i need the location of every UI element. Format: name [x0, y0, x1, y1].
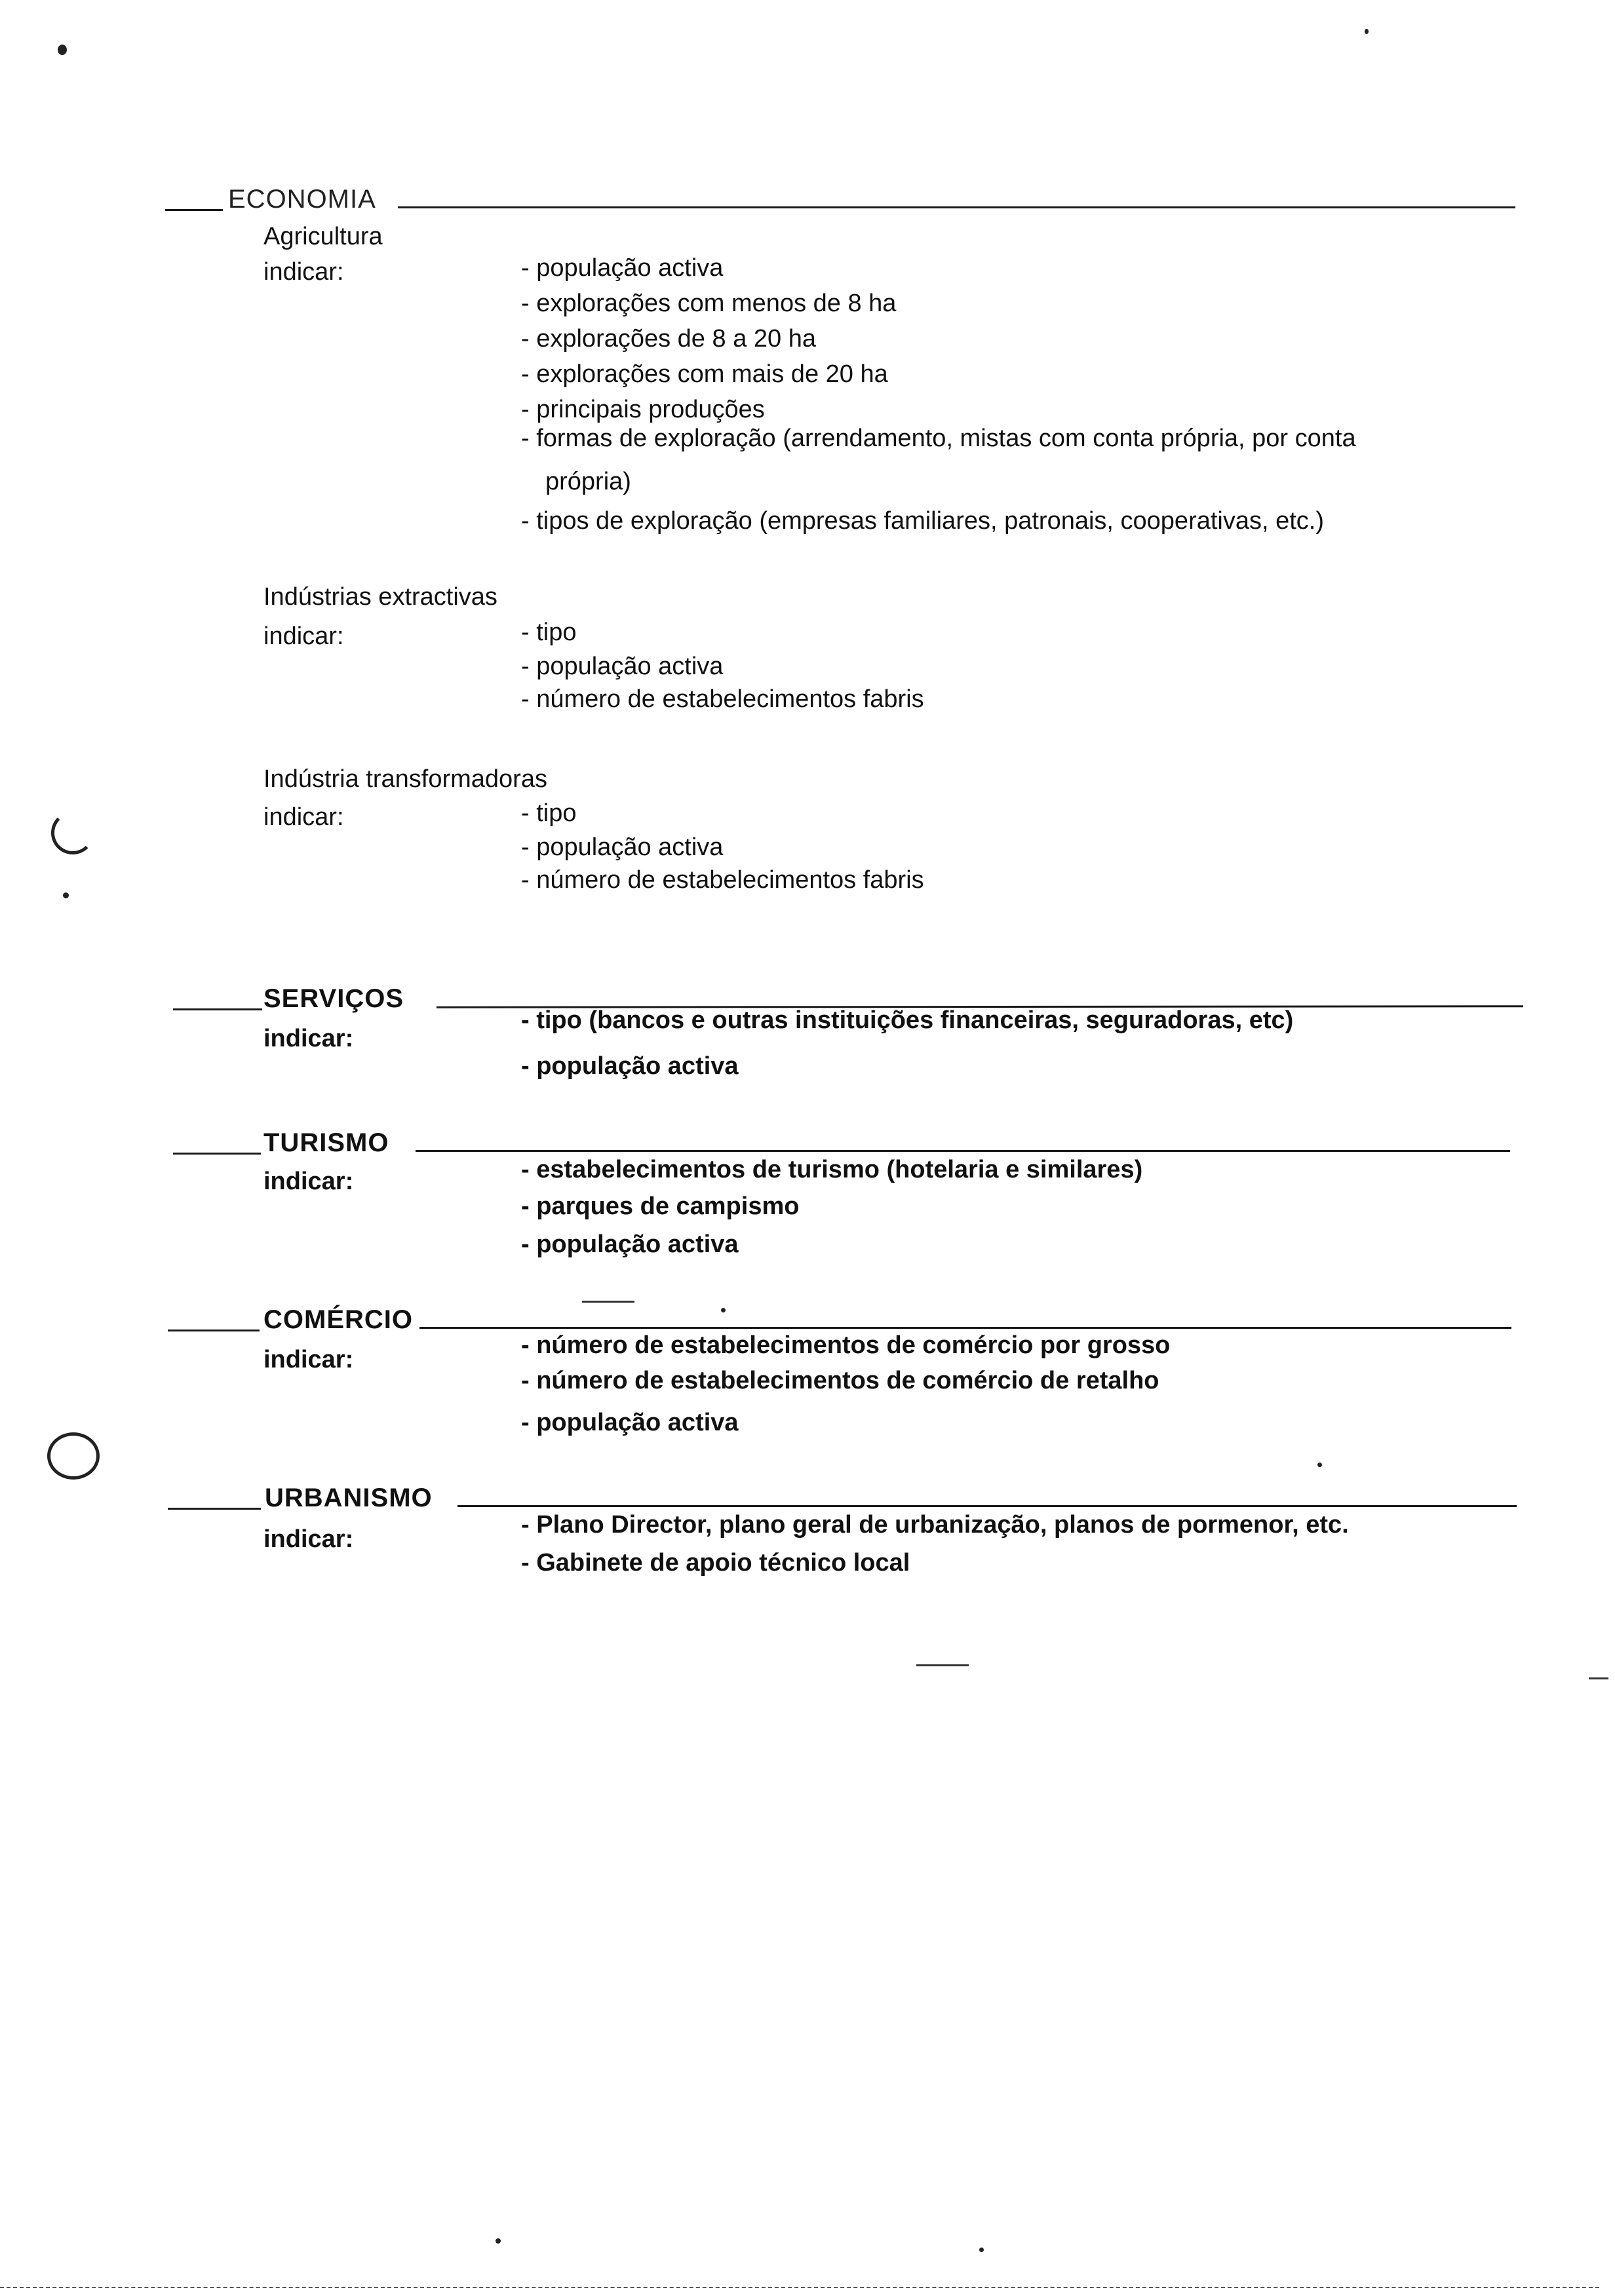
indicar-label: indicar:: [263, 1168, 354, 1195]
indicar-label: indicar:: [263, 622, 344, 650]
scan-mark: [582, 1301, 634, 1303]
section-urbanismo-header: [168, 1482, 1518, 1514]
list-item: - população activa: [521, 1051, 739, 1081]
section-title: SERVIÇOS: [263, 984, 404, 1013]
list-item: - tipo (bancos e outras instituições financeiras, seguradoras, etc): [521, 1005, 1293, 1035]
indicar-label: indicar:: [263, 1346, 354, 1373]
list-item: - explorações com mais de 20 ha: [521, 359, 888, 389]
scan-speck: [496, 2238, 501, 2244]
indicar-label: indicar:: [263, 1025, 354, 1052]
list-item: - população activa: [521, 651, 723, 681]
scan-speck: [1317, 1463, 1322, 1467]
section-turismo-header: [173, 1127, 1510, 1158]
list-item: - Gabinete de apoio técnico local: [521, 1548, 910, 1578]
list-item: - número de estabelecimentos de comércio por grosso: [521, 1330, 1170, 1360]
scan-speck: [1365, 29, 1369, 34]
list-item: - formas de exploração (arrendamento, mistas com conta própria, por conta: [521, 423, 1356, 453]
list-item: - explorações de 8 a 20 ha: [521, 324, 816, 354]
list-item: - população activa: [521, 1229, 739, 1259]
list-item: - número de estabelecimentos fabris: [521, 865, 924, 895]
list-item: - população activa: [521, 832, 723, 862]
scan-mark: [51, 811, 94, 854]
list-item: - Plano Director, plano geral de urbanização, planos de pormenor, etc.: [521, 1510, 1349, 1540]
section-title: ECONOMIA: [228, 185, 376, 214]
list-item: - parques de campismo: [521, 1191, 799, 1221]
scan-mark: [1589, 1677, 1608, 1679]
list-item: - população activa: [521, 1407, 739, 1438]
list-item: - tipo: [521, 617, 577, 647]
indicar-label: indicar:: [263, 258, 344, 286]
scan-mark: [0, 2287, 1599, 2288]
indicar-label: indicar:: [263, 1525, 354, 1553]
scan-mark: [916, 1664, 969, 1666]
subsection-heading: Indústrias extractivas: [263, 583, 497, 611]
section-title: COMÉRCIO: [263, 1305, 413, 1334]
scan-mark: [47, 1432, 100, 1480]
scan-speck: [58, 45, 67, 55]
indicar-label: indicar:: [263, 803, 344, 831]
scan-speck: [721, 1308, 726, 1312]
list-item: - tipos de exploração (empresas familiares, patronais, cooperativas, etc.): [521, 506, 1324, 536]
list-item: - explorações com menos de 8 ha: [521, 288, 896, 318]
list-item: - estabelecimentos de turismo (hotelaria e similares): [521, 1155, 1142, 1185]
section-economia-header: [165, 183, 1515, 215]
list-item-continuation: própria): [545, 468, 631, 495]
scan-speck: [979, 2248, 984, 2252]
scan-speck: [63, 892, 69, 898]
section-title: URBANISMO: [265, 1483, 433, 1512]
list-item: - número de estabelecimentos fabris: [521, 684, 924, 714]
list-item: - principais produções: [521, 394, 765, 425]
section-title: TURISMO: [263, 1128, 389, 1157]
list-item: - número de estabelecimentos de comércio de retalho: [521, 1366, 1159, 1396]
subsection-heading: Agricultura: [263, 223, 383, 250]
subsection-heading: Indústria transformadoras: [263, 765, 547, 793]
list-item: - população activa: [521, 253, 723, 283]
list-item: - tipo: [521, 798, 577, 828]
